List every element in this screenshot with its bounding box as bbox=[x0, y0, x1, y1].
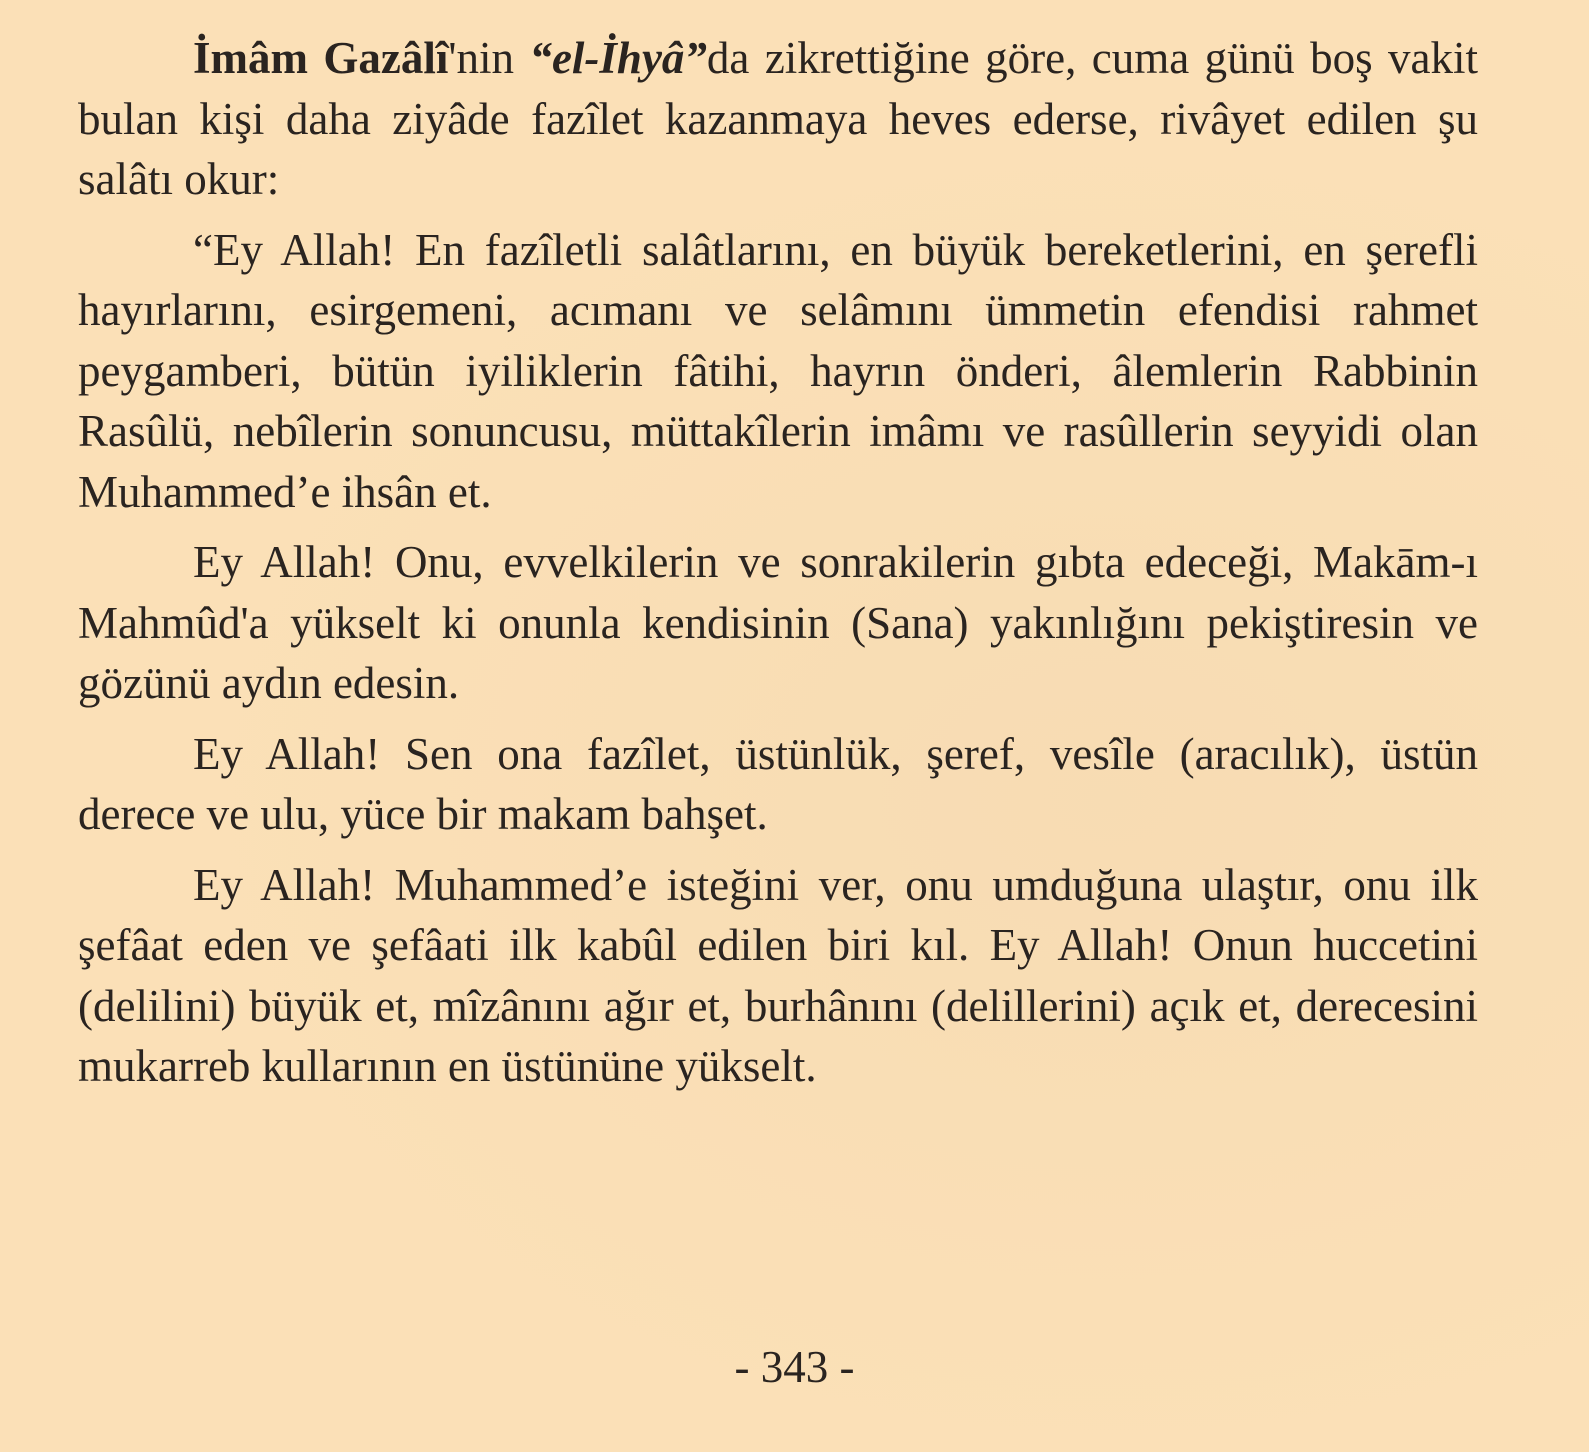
page-number: - 343 - bbox=[734, 1342, 855, 1392]
prayer-paragraph-2: Ey Allah! Onu, evvelkilerin ve sonrakilerin gıbta edeceği, Makām-ı Mahmûd'a yükselt ki onunla kendisinin (Sana) yakınlığını pekiştiresin ve gözünü aydın edesin. bbox=[78, 537, 1478, 708]
prayer-paragraph-3: Ey Allah! Sen ona fazîlet, üstünlük, şeref, vesîle (aracılık), üstün derece ve ulu, yüce bir makam bahşet. bbox=[78, 728, 1478, 839]
intro-text: da zikrettiğine göre, cuma günü boş vakit bulan kişi daha ziyâde fazîlet kazanmaya heves ederse, rivâyet edilen şu salâtı okur: bbox=[78, 33, 1478, 204]
prayer-paragraph-1: “Ey Allah! En fazîletli salâtlarını, en büyük bereketlerini, en şerefli hayırlarını, esirgemeni, acımanı ve selâmını ümmetin efendisi rahmet peygamberi, bütün iyiliklerin fâtihi, hayrın önderi, âlemlerin Rabbinin Rasûlü, nebîlerin sonuncusu, müttakîlerin imâmı ve rasûllerin seyyidi olan Muhammed’e ihsân et. bbox=[78, 224, 1478, 517]
author-name: İmâm Gazâlî bbox=[193, 33, 449, 83]
prayer-paragraph-4: Ey Allah! Muhammed’e isteğini ver, onu umduğuna ulaştır, onu ilk şefâat eden ve şefâati ilk kabûl edilen biri kıl. Ey Allah! Onun huccetini (delilini) büyük et, mîzânını ağır et, burhânını (delillerini) açık et, derecesini mukarreb kullarının en üstününe yükselt. bbox=[78, 859, 1478, 1091]
book-title: “el-İhyâ” bbox=[529, 33, 707, 83]
body-text bbox=[78, 28, 1478, 1097]
author-suffix: 'nin bbox=[448, 33, 530, 83]
intro-paragraph bbox=[78, 28, 1478, 210]
